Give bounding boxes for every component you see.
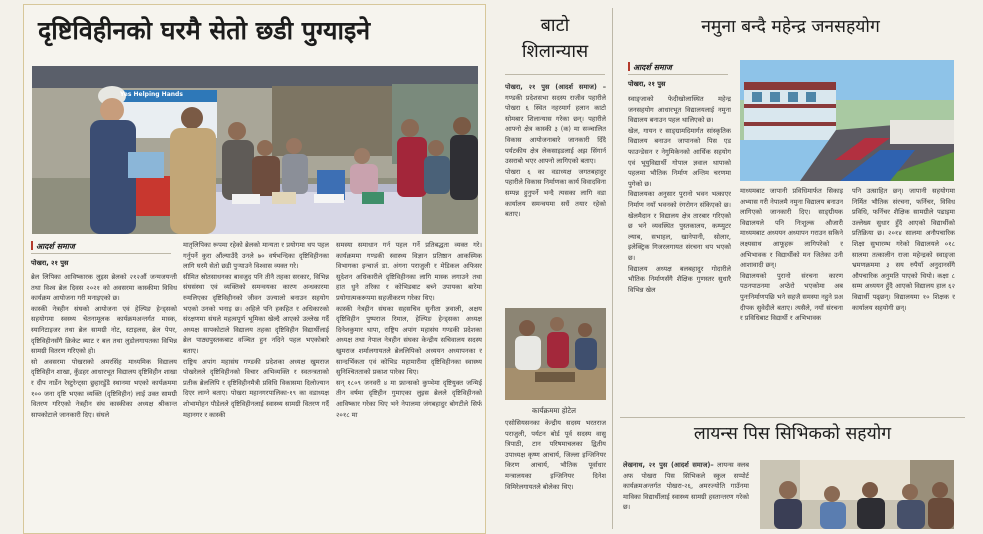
lions-story-headline: लायन्स पिस सिभिकको सहयोग [693, 424, 892, 444]
school-story-byline [628, 62, 672, 73]
lions-story-photo [760, 460, 954, 529]
school-story-col-1 [628, 94, 731, 412]
paragraph: ब्रेल लिपिका आविष्कारक लुइस ब्रेलको २१२औं जन्मजयन्ती तथा विश्व ब्रेल दिवस २०२१ को अवसरमा कास्कीमा विविध कार्यक्रम आयोजना गरी मनाइएको छ। [31, 273, 177, 303]
column-divider [612, 8, 613, 529]
paragraph: स्वाङ्जाको फेदीखोलास्थित महेन्द्र जनसहयोग आधारभूत विद्यालयलाई नमुना विद्यालय बनाउन पहल थालिएको छ। [628, 95, 731, 125]
paragraph: मातृलिपिका रूपमा रहेको ब्रेलको मान्यता र प्रयोगमा थप पहल गर्नुपर्ने कुरा औंल्याउँदै उनले ७० वर्षभन्दिका दृष्टिविहीनका लागि घरमै सेतो छडी पुऱ्याउने विश्वास व्यक्त गरे। [183, 241, 329, 271]
left-story-col-1 [31, 272, 177, 529]
mid-story-col-bottom: एसोसियसनका केन्द्रीय सदस्य भरतराज पराजुली, पर्यटन बोर्ड पूर्व सदस्य वासु त्रिपाठी, टान परिषमाचलका द्वितीय उपाध्यक्ष कृष्ण आचार्य, जिल्ला इन्जिनियर किरण आचार्य, भौतिक पूर्वाधार मन्त्रालयका इन्जिनियर दिनेश विमिरेलगायतले बोलेका थिए। [505, 419, 606, 491]
byline-marker-icon [31, 241, 33, 250]
left-story-byline [31, 241, 75, 252]
left-story-col-2 [183, 240, 329, 529]
school-story-headline: नमुना बन्दै महेन्द्र जनसहयोग [701, 17, 880, 37]
left-photo-banner-text: Yes Helping Hands [120, 91, 183, 98]
paragraph: सो अवसरमा पोखराको अमरसिंह माध्यमिक विद्यालय दृष्टिविहीन शाखा, कुँडहर आधारभूत विद्यालय दृष्टिविहीन शाखा र दीप नार्डेन रेस्टुरेन्ट्सा छुहारडुँडै स्थानमा भएको कार्यक्रममा १०० जना दृष्टि भएका व्यक्ति (दृष्टिविहीन) लाई उक्त सामग्री वितरण गरिएको नेत्रहीन संघ कास्कीका अध्यक्ष श्रीकान्त सापकोटाले जानकारी दिए। संघले [31, 357, 177, 419]
mid-story-photo [505, 308, 606, 400]
paragraph: समस्या समाधान गर्न पहल गर्ने प्रतिबद्धता व्यक्त गरे। कार्यक्रममा गण्डकी स्वास्थ्य विज्ञान प्रतिष्ठान आकस्मिक विभागका इन्चार्ज डा. अंगना पराजुली र मेडिकल अफिसर सुदेशन अधिकारीले दृष्टिविहीनका लागि मास्क लगाउने तथा हात धुने तरिका र कोभिडबाट बच्ने उपायका बारेमा प्रयोगात्मकरूपमा सहजीकरण गरेका थिए। [336, 241, 482, 302]
school-byline-text: आदर्श समाज [633, 63, 672, 72]
paragraph: विद्यालयका अनुसार पुरानो भवन भत्काएर निर्माण नयाँ भवनको रंगरोगन संकिएको छ। खेलमैदान र विद्यालय क्षेत्र तारबार गरिएको छ भने व्यवस्थित पुस्तकालय, कम्प्युटर ल्याब, सभाहल, खानेपानी, सोलार, इलेक्ट्रिक गिजरलगायत संरचना थप भएको छ। [628, 190, 731, 262]
left-byline-rule [31, 253, 171, 254]
left-story-photo [32, 66, 478, 234]
story-separator [620, 417, 965, 418]
left-story-headline: दृष्टिविहीनको घरमै सेतो छडी पुग्याइने [38, 16, 371, 45]
paragraph: माध्यमबाट जापानी प्रविधिमार्फत सिकाइ अभ्यास गरी नेपालमै नमुना विद्यालय बनाउन लागिएको जानकारी दिए। साङ्ग्रीयक विद्यालयले पनि निःशुल्क औजारी माध्यमबाट अध्ययन अध्यापन गराउन सकिने लक्ष्यसाथ आफूहरू लागिपरेको र अभिभावक र विद्यार्थीको मन जितेका उनी आशावादी छन्। [740, 187, 843, 270]
school-story-col-2 [740, 186, 843, 412]
paragraph: पोखरा ६ का वडाध्यक्ष जगतबहादुर पहारीले विकास निर्माणका कार्य विवादविना सम्पन्न हुनुपर्ने भन्दै त्यसका लागि वडा कार्यालय समन्वयमा सधैं तयार रहेको बताए। [505, 167, 606, 219]
paragraph: कास्की नेत्रहीन संघको आयोजना एवं हेल्पिङ हेन्ड्सको सहयोगमा स्वस्थ्य चेतनामूलक कार्यक्रमअन्तर्गत मास्क, स्यानिटाइजर तथा ब्रेल सामग्री नोट, स्टाइलस, ब्रेल पेपर, दृष्टिविहीनसँगै क्रिकेट ब्याट र बल तथा लुडोलगायतका विभिन्न सामग्री वितरण गरिएको हो। [31, 304, 177, 356]
paragraph: राष्ट्रिय अपांग महासंघ गण्डकी प्रदेशका अध्यक्ष खुमराज पोखरेलले दृष्टिविहीनको विचार अभिव्यक्ति र स्वतन्त्रताको प्रतीक ब्रेललिपि र दृष्टिविहीनमैत्री प्रविधि विकासमा दिलोज्यान दिएर लाग्ने बताए। पोखरा महानगरपालिका-१९ का वडाध्यक्ष शोभामोहन पौडेलले दृष्टिविहीनलाई स्वास्थ्य सामग्री वितरण गर्दै महानगर र कास्की [183, 357, 329, 419]
mid-story-dateline: पोखरा, २१ पुस (आदर्श समाज) – [505, 83, 606, 91]
left-story-col-3 [336, 240, 482, 529]
mid-headline-rule [505, 74, 605, 75]
paragraph: कास्की नेत्रहीन संघका सहसचिव सुनीता ज्ञवाली, अक्षय दृष्टिविहीन पुष्पराज रिमाल, हेल्पिङ हेन्ड्सका अध्यक्ष दिनेशकुमार थापा, राष्ट्रिय अपांग महासंघ गण्डकी प्रदेशका अध्यक्ष तथा नेपाल नेत्रहीन संघका केन्द्रीय सचिवालय सदस्य खुमराज शर्मालगायतले ब्रेललिपिको अध्ययन अध्यापनका र सान्दर्भिकता एवं कोभिड महामारीमा दृष्टिविहीनका स्वास्थ्य सुनिश्चितताको प्रकाश पारेका थिए। [336, 304, 482, 377]
mid-story-headline-1: बाटो [540, 15, 570, 36]
mid-story-caption: कार्यक्रममा होटेल [532, 406, 576, 415]
left-byline-text: आदर्श समाज [36, 242, 75, 251]
school-story-col-3: पनि उत्साहित छन्। जापानी सहयोगमा निर्मित भौतिक संरचना, फर्निचर, विविध प्रविधि, फर्निचर शैक्षिक सामग्रीले पढाइमा उल्लेख्य सुधार हुँदै आएको विद्यार्थीको प्रतिक्रिया छ। २०१४ सालमा अनौपचारिक शिक्षा सुभारम्भ गरेको विद्यालयले ०१८ सालमा तत्कालीन राजा महेन्द्रको स्वाङ्जा भ्रमणक्रममा ३ सय रुपैयाँ अनुदानसँगै औपचारिक अनुमति पाएको थियो। कक्षा ८ सम्म अध्ययन हुँदै आएको विद्यालय हाल ६२ विद्यार्थी पढ्छन्। विद्यालयमा १० शिक्षक र कार्यालय सहयोगी छन्। [852, 187, 955, 312]
school-story-photo [740, 60, 954, 181]
mid-story-col [505, 82, 606, 304]
paragraph: लायन्स क्लब अफ पोखरा पिस सिभिकले स्कुल सप्पोर्ट कार्यक्रमअन्तर्गत पोखरा-२६, अमरज्योति गाउँनमा माविका विद्यार्थीलाई स्वास्थ्य सामग्री हस्तान्तरण गरेको छ। [623, 461, 749, 512]
left-story-dateline: पोखरा, २१ पुस [31, 259, 69, 267]
mid-story-headline-2: शिलान्यास [521, 41, 589, 62]
paragraph: खेल, गायन र साङ्ग्रामदिमार्गत सांस्कृतिक विद्यालय बनाउन जापानको पिस एड फाउन्डेसन र नेगुमिकेनको आर्थिक सहयोग एवं भूयुविद्यार्थी गोपाल ज्ञवाल थापाको पहलमा भौतिक निर्माण अन्तिम चरणमा पुगेको छ। [628, 126, 731, 188]
school-story-dateline: पोखरा, २१ पुस [628, 80, 666, 88]
paragraph: विद्यालयको पुरानो संरचना कारण पठनपाठनमा अप्ठेरो भएकोमा अब पुनःनिर्माणपछि भने सहजै समस्या नहुने प्रअ दीपक सुवेदीले बताए। त्यसैले, नयाँ संरचना र प्रविधिबाट विद्यार्थी र अभिभावक [740, 271, 843, 323]
paragraph: सन् १८०९ जनवरी ४ मा फ्रान्सको कुप्भेमा दृष्टियुक्त जन्मिई तीन वर्षमा दृष्टिहीन गुमाएका लुइस ब्रेलले दृष्टिविहीनको आविष्कार गरेका थिए भने नेपालमा जंगबहादुर बोगटीले सिर्फ २०१८ मा [336, 378, 482, 419]
paragraph: गण्डकी प्रदेशसभा सदस्य राजीव पहारीले पोखरा ६ स्थित नहरमार्ग हलान काटो सोमबार शिलान्यास गरेका छन्। पहारीले आफ्नो क्षेत्र कास्की ३ (क) मा सञ्चालित विकास आयोजनाबारे जानकारी दिँदै पर्यटकीय क्षेत्र लेकसाइडलाई अझ सिंगार्न उसराबो भएर आफ्नो लागिएको बताए। [505, 93, 606, 166]
lions-story-col [623, 460, 749, 529]
lions-story-dateline: लेखनाथ, २१ पुस (आदर्श समाज)– [623, 461, 714, 469]
paragraph: सीमित स्रोतसाधनका बावजुद पनि तीनै तहका सरकार, विभिन्न संघसंस्था एवं व्यक्तिको समन्वयका कारण अन्धकारमा रुमलिएका दृष्टिविहीनको जीवन उज्यालो बनाउन सहयोग भएको उनको भनाइ छ। अहिले पनि हकहित र अधिकारको संरक्षणमा संघले महत्वपूर्ण भूमिका खेल्दै आएको उल्लेख गर्दै अध्यक्ष सापकोटाले विद्यालय तहका दृष्टिविहीन विद्यार्थीलाई ब्रेल पाठ्यपुस्तकबाट वञ्चित हुन नदिने पहल भएकोबारे बताए। [183, 272, 329, 355]
school-byline-rule [628, 74, 728, 75]
paragraph: विद्यालय अध्यक्ष बलबहादुर गोदारीले भौतिक निर्माणसँगै शैक्षिक गुणस्तर सुधारै विभिन्न खेल [628, 264, 731, 294]
byline-marker-icon [628, 62, 630, 71]
